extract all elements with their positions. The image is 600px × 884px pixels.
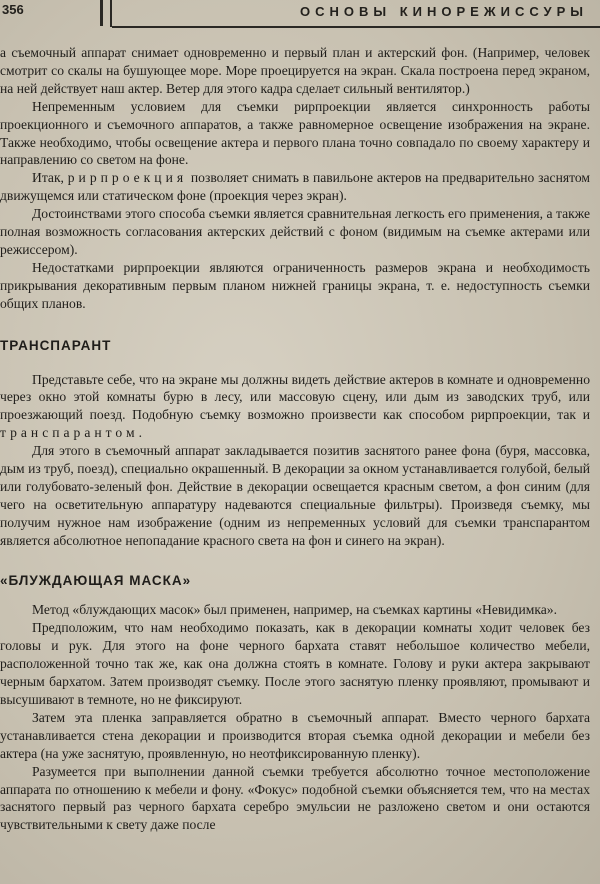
text-run: Представьте себе, что на экране мы должны видеть действие актеров в комнате и одновременно через окно этой комнаты бурю в лесу, или массовую сцену, или дым из заводских труб, или проезжающий поезд. Подобную съемку возможно произвести как способом рирпроекции, так и — [0, 371, 590, 423]
text-run: Итак, — [32, 170, 68, 186]
running-title: ОСНОВЫ КИНОРЕЖИССУРЫ — [300, 4, 589, 19]
paragraph: Достоинствами этого способа съемки является сравнительная легкость его применения, а также полная возможность согласования актерских действий с фоном (видимым на съемке актерами или режиссером). — [0, 206, 590, 257]
page-number: 356 — [2, 2, 24, 17]
paragraph: Недостатками рирпроекции являются ограниченность размеров экрана и необходимость прикрывания декоративным первым планом нижней границы экрана, т. е. недоступность съемки общих планов. — [0, 259, 590, 311]
paragraph: Затем эта пленка заправляется обратно в съемочный аппарат. Вместо черного бархата устанавливается стена декорации и производится вторая съемка одной декорации и мебели без актера (на уже заснятую, проявленную, но неотфиксированную пленку). — [0, 709, 590, 761]
text-run: позволяет снимать в павильоне актеров на предварительно заснятом движущемся или статическом фоне (проекция через экран). — [0, 170, 591, 204]
paragraph: а съемочный аппарат снимает одновременно и первый план и актерский фон. (Например, человек смотрит со скалы на бушующее море. Море проецируется на экран. Скала построена перед экраном, на ней действует наш актер. Ветер для этого кадра сделает сильный вентилятор.) — [0, 45, 590, 96]
text-run: . — [138, 425, 142, 441]
header-rule-horizontal — [112, 26, 600, 28]
main-text — [0, 44, 590, 834]
paragraph: Для этого в съемочный аппарат закладывается позитив заснятого ранее фона (буря, массовка, дым из труб, поезд), специально окрашенный. В декорации за окном устанавливается голубой, белый или голубовато-зеленый фон. Действие в декорации освещается красным светом, а фон синим (для чего на осветительную аппаратуру надеваются специальные фильтры). Произведя съемку, мы получим нужное нам изображение (одним из непременных условий для съемки транспарантом является абсолютное непопадание красного света на фон и синего на экран). — [0, 443, 590, 548]
section-heading: ТРАНСПАРАНТ — [0, 337, 112, 353]
header-rule-vertical — [100, 0, 103, 26]
paragraph: Непременным условием для съемки рирпроекции является синхронность работы проекционного и съемочного аппаратов, а также равномерное освещение изображения на экране. Также необходимо, чтобы освещение актера и первого плана точно совпадало по своему характеру и направлению со светом на фоне. — [0, 98, 590, 168]
page-header — [0, 0, 600, 30]
paragraph — [0, 169, 590, 205]
spaced-term: рирпроекция — [67, 170, 188, 186]
paragraph: Метод «блуждающих масок» был применен, например, на съемках картины «Невидимка». — [32, 602, 557, 618]
paragraph: Разумеется при выполнении данной съемки требуется абсолютно точное местоположение аппарата по отношению к мебели и фону. «Фокус» подобной съемки объясняется тем, что на местах заснятого первый раз черного бархата серебро эмульсии не разложено светом и они остаются чувствительными к свету даже после — [0, 763, 590, 833]
section-heading: «БЛУЖДАЮЩАЯ МАСКА» — [0, 572, 192, 588]
spaced-term: транспарантом — [0, 425, 139, 441]
paragraph — [0, 371, 590, 443]
header-rule-vertical-thin — [110, 0, 112, 27]
paragraph: Предположим, что нам необходимо показать, как в декорации комнаты ходит человек без головы и рук. Для этого на фоне черного бархата ставят небольшое количество мебели, расположенной точно так же, как она должна стоять в комнате. Голову и руки актера закрывают черным бархатом. Затем производят съемку. После этого заснятую пленку проявляют, промывают и высушивают в темноте, но не фиксируют. — [0, 620, 590, 707]
